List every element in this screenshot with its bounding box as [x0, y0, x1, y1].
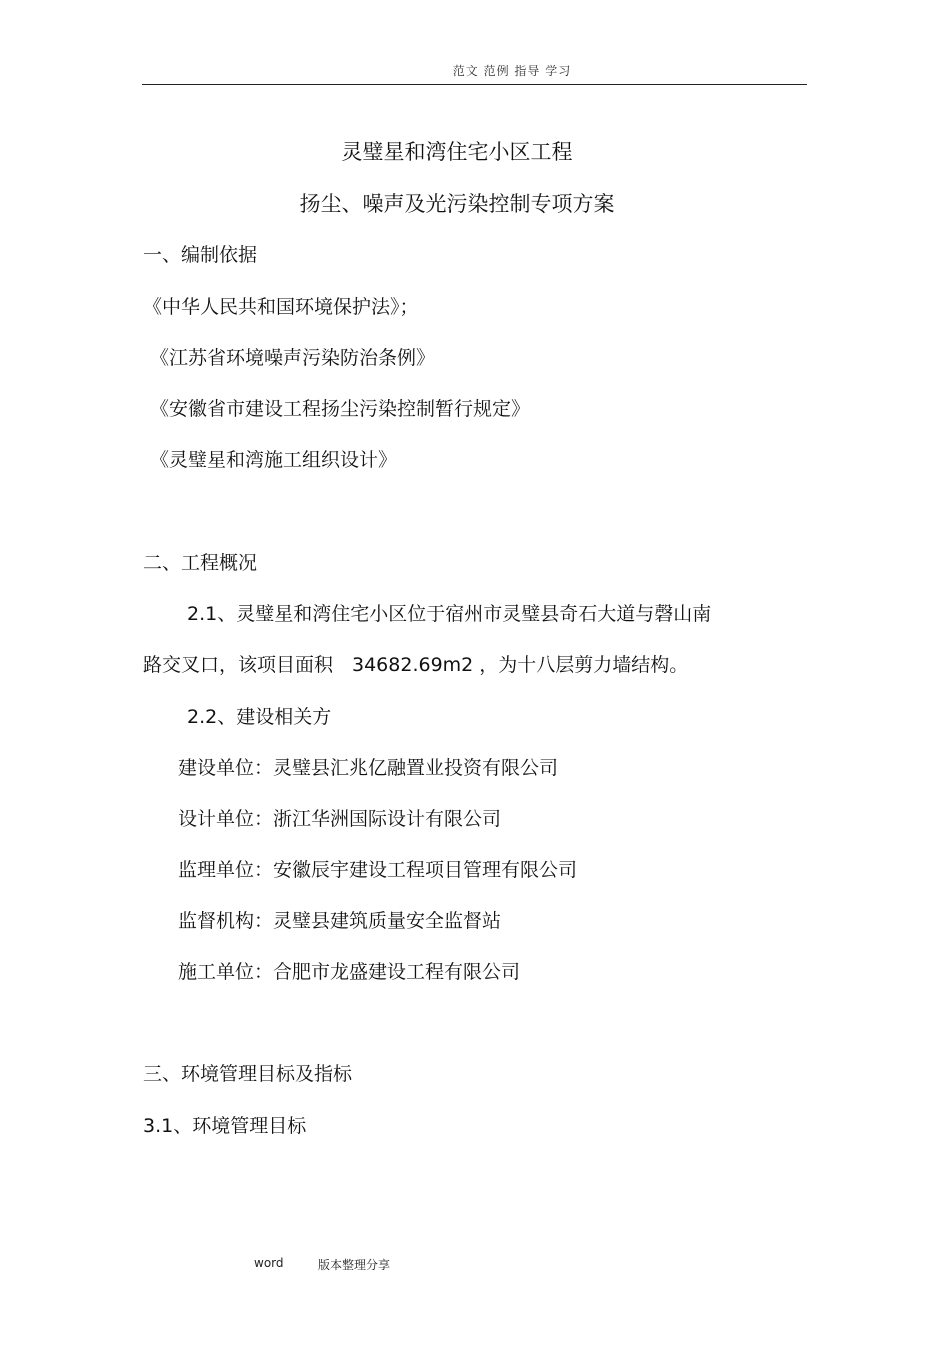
- party-item: 建设单位：灵璧县汇兆亿融置业投资有限公司: [178, 757, 559, 779]
- footer-left: word: [254, 1256, 284, 1270]
- subsection-heading: 3.1、环境管理目标: [143, 1115, 307, 1137]
- party-item: 监理单位：安徽辰宇建设工程项目管理有限公司: [178, 859, 578, 881]
- section2-heading: 二、工程概况: [143, 552, 258, 574]
- reference-item: 《灵璧星和湾施工组织设计》: [150, 449, 398, 471]
- party-item: 监督机构：灵璧县建筑质量安全监督站: [178, 910, 502, 932]
- reference-item: 《中华人民共和国环境保护法》；: [143, 296, 419, 318]
- paragraph-line: 路交叉口，该项目面积 34682.69m2 ，为十八层剪力墙结构。: [143, 654, 689, 676]
- reference-item: 《江苏省环境噪声污染防治条例》: [150, 347, 436, 369]
- doc-subtitle: 扬尘、噪声及光污染控制专项方案: [299, 192, 615, 216]
- subsection-heading: 2.2、建设相关方: [187, 706, 332, 728]
- reference-item: 《安徽省市建设工程扬尘污染控制暂行规定》: [150, 398, 531, 420]
- section1-heading: 一、编制依据: [143, 244, 258, 266]
- paragraph-line: 2.1、灵璧星和湾住宅小区位于宿州市灵璧县奇石大道与磬山南: [187, 603, 712, 625]
- page-header: 范文 范例 指导 学习: [452, 64, 572, 78]
- party-item: 施工单位：合肥市龙盛建设工程有限公司: [178, 961, 521, 983]
- doc-title: 灵璧星和湾住宅小区工程: [341, 140, 573, 164]
- section3-heading: 三、环境管理目标及指标: [143, 1063, 353, 1085]
- header-divider: [142, 84, 807, 85]
- party-item: 设计单位：浙江华洲国际设计有限公司: [178, 808, 502, 830]
- footer-right: 版本整理分享: [318, 1258, 391, 1272]
